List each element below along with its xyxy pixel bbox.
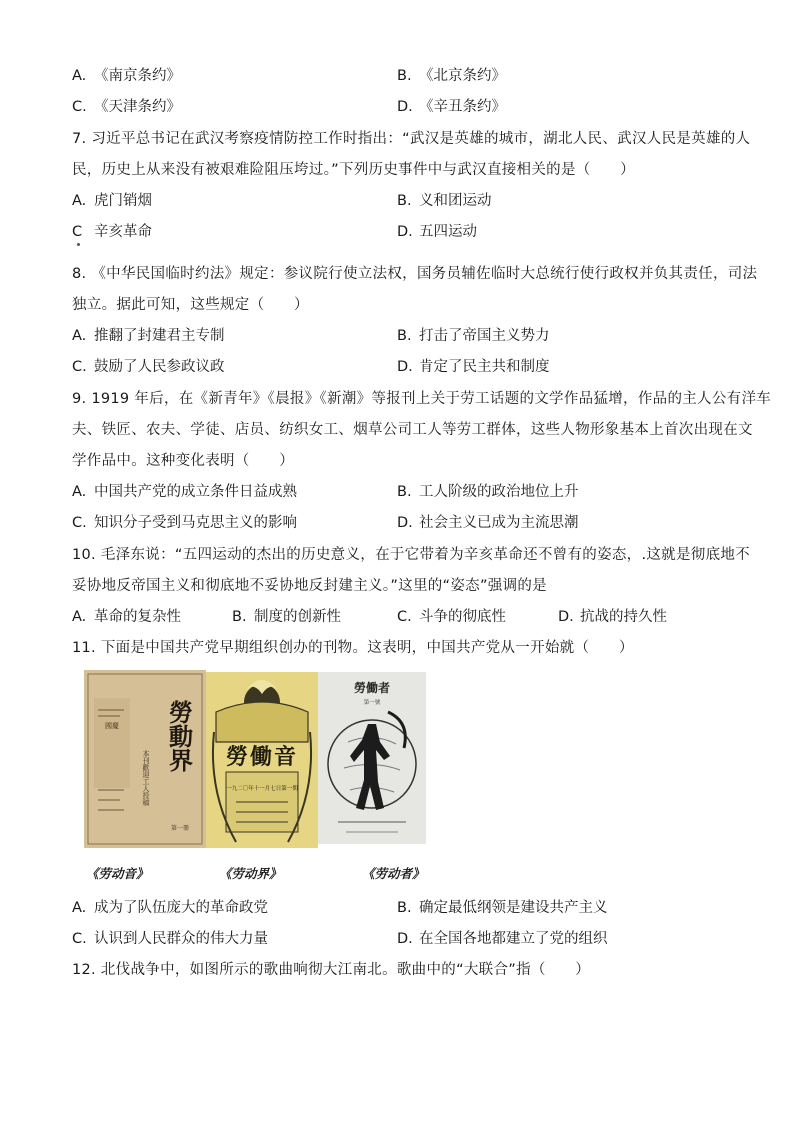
q9-option-d[interactable]: D. 社会主义已成为主流思潮 [397,515,579,531]
q12-stem: 12. 北伐战争中，如图所示的歌曲响彻大江南北。歌曲中的“大联合”指（ ） [72,962,591,978]
q6-option-a[interactable]: A. 《南京条约》 [72,68,181,84]
q10-option-a[interactable]: A. 革命的复杂性 [72,609,181,625]
img1-volume: 第一冊 [170,825,190,832]
q10-option-c[interactable]: C. 斗争的彻底性 [397,609,506,625]
caption-2: 《劳动界》 [219,866,282,881]
q7-stem: 7. 习近平总书记在武汉考察疫情防控工作时指出：“武汉是英雄的城市，湖北人民、武汉人民是英雄的人 民，历史上从来没有被艰难险阻压垮过。”下列历史事件中与武汉直接相关的是（ ） [72,131,751,178]
stray-dot-mark [77,243,80,246]
q11-option-b[interactable]: B. 确定最低纲领是建设共产主义 [397,900,608,916]
q7-option-b[interactable]: B. 义和团运动 [397,193,492,209]
banner-shape [216,702,308,742]
img1-big-title: 勞動界 [164,700,194,772]
img2-title: 勞働音 [225,744,299,770]
q9-stem: 9. 1919 年后，在《新青年》《晨报》《新潮》等报刊上关于劳工话题的文学作品猛增，作品的主人公有洋车 夫、铁匠、农夫、学徒、店员、纺织女工、烟草公司工人等劳工群体，这些人物形象基本上首次出现在文 学作品中。这种变化表明（ ） [72,391,772,469]
q6-option-b[interactable]: B. 《北京条约》 [397,68,506,84]
q7-option-a[interactable]: A. 虎门销烟 [72,193,152,209]
q8-option-a[interactable]: A. 推翻了封建君主专制 [72,328,225,344]
img1-side-title: 本刊歡迎工人投稿 [142,750,150,806]
q9-option-b[interactable]: B. 工人阶级的政治地位上升 [397,484,579,500]
img1-small-text: 國慶 [105,722,119,730]
caption-3: 《劳动者》 [362,866,425,881]
q10-option-b[interactable]: B. 制度的创新性 [232,609,341,625]
q8-stem: 8. 《中华民国临时约法》规定：参议院行使立法权，国务员辅佐临时大总统行使行政权并负其责任，司法 独立。据此可知，这些规定（ ） [72,266,758,313]
q8-option-d[interactable]: D. 肯定了民主共和制度 [397,359,550,375]
q10-option-d[interactable]: D. 抗战的持久性 [558,609,667,625]
q9-option-c[interactable]: C. 知识分子受到马克思主义的影响 [72,515,297,531]
q11-stem: 11. 下面是中国共产党早期组织创办的刊物。这表明，中国共产党从一开始就（ ） [72,640,634,656]
q10-stem: 10. 毛泽东说：“五四运动的杰出的历史意义，在于它带着为辛亥革命还不曾有的姿态，.这就是彻底地不 妥协地反帝国主义和彻底地不妥协地反封建主义。”这里的“姿态”强调的是 [72,547,750,594]
labor-world-cover-image [84,670,206,848]
q11-option-a[interactable]: A. 成为了队伍庞大的革命政党 [72,900,268,916]
img2-date: 一九二〇年十一月七日第一期 [226,786,298,792]
q7-option-c[interactable]: C 辛亥革命 [72,224,152,240]
img3-title: 勞働者 [353,681,391,695]
laborer-cover-image [318,672,426,844]
left-column [94,698,130,788]
caption-1: 《劳动音》 [86,866,149,881]
q8-option-c[interactable]: C. 鼓励了人民参政议政 [72,359,225,375]
img3-issue: 第一號 [363,700,381,706]
labor-voice-cover-image [206,672,318,848]
q11-option-c[interactable]: C. 认识到人民群众的伟大力量 [72,931,268,947]
q6-option-c[interactable]: C. 《天津条约》 [72,99,181,115]
q11-option-d[interactable]: D. 在全国各地都建立了党的组织 [397,931,608,947]
q6-option-d[interactable]: D. 《辛丑条约》 [397,99,506,115]
q9-option-a[interactable]: A. 中国共产党的成立条件日益成熟 [72,484,297,500]
q8-option-b[interactable]: B. 打击了帝国主义势力 [397,328,550,344]
q7-option-d[interactable]: D. 五四运动 [397,224,477,240]
